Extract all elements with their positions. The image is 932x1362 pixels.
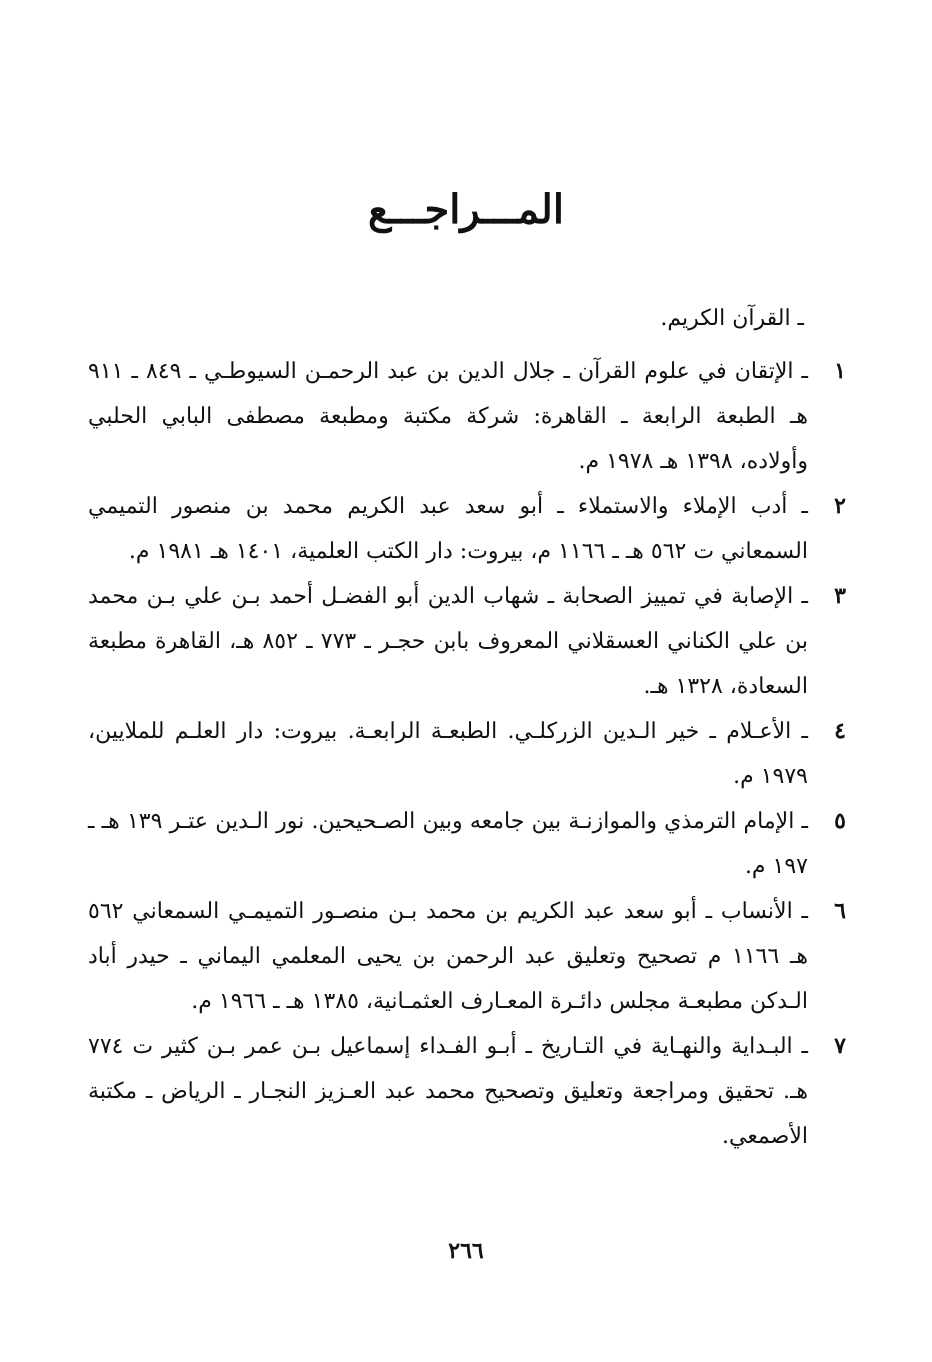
reference-text: ـ الأنساب ـ أبو سعد عبد الكريم بن محمد بـن منصـور التميمـي السمعاني ٥٦٢ هـ ١١٦٦ م تصحيح وتعليق عبد الرحمن بن يحيى المعلمي اليماني ـ حيدر أباد الـدكن مطبعـة مجلس دائـرة المعـارف العثمـانية، ١٣٨٥ هـ ـ ١٩٦٦ م. xyxy=(88,899,808,1014)
reference-item xyxy=(88,574,846,709)
reference-item xyxy=(88,799,846,889)
reference-text: ـ أدب الإملاء والاستملاء ـ أبو سعد عبد الكريم محمد بن منصور التميمي السمعاني ت ٥٦٢ هـ ـ ١١٦٦ م، بيروت: دار الكتب العلمية، ١٤٠١ هـ ١٩٨١ م. xyxy=(88,494,808,564)
reference-number: ٥ xyxy=(834,808,846,834)
reference-text: ـ الإصابة في تمييز الصحابة ـ شهاب الدين أبو الفضـل أحمد بـن علي بـن محمد بن علي الكناني العسقلاني المعروف بابن حجـر ـ ٧٧٣ ـ ٨٥٢ هـ، القاهرة مطبعة السعادة، ١٣٢٨ هـ. xyxy=(88,584,809,699)
reference-text: ـ الإتقان في علوم القرآن ـ جلال الدين بن عبد الرحمـن السيوطـي ـ ٨٤٩ ـ ٩١١ هـ الطبعة الرابعة ـ القاهرة: شركة مكتبة ومطبعة مصطفى البابي الحلبي وأولاده، ١٣٩٨ هـ ١٩٧٨ م. xyxy=(88,359,808,474)
page-number: ٢٦٦ xyxy=(448,1238,484,1264)
reference-text: ـ البـداية والنهـاية في التـاريخ ـ أبـو الفـداء إسماعيل بـن عمر بـن كثير ت ٧٧٤ هـ. تحقيق ومراجعة وتعليق وتصحيح محمد عبد العـزيز النجـار ـ الرياض ـ مكتبة الأصمعي. xyxy=(88,1034,808,1149)
reference-item xyxy=(88,889,846,1024)
intro-line: ـ القرآن الكريم. xyxy=(660,306,804,331)
reference-text: ـ الأعـلام ـ خير الـدين الزركلـي. الطبعـة الرابعـة. بيروت: دار العلـم للملايين، ١٩٧٩ م. xyxy=(88,719,808,789)
reference-item xyxy=(88,484,846,574)
reference-number: ٣ xyxy=(834,583,846,609)
reference-text: ـ الإمام الترمذي والموازنـة بين جامعه وبين الصـحيحين. نور الـدين عتـر ١٣٩ هـ ـ ١٩٧ م. xyxy=(88,809,808,879)
references-list xyxy=(88,296,846,1159)
reference-item xyxy=(88,349,846,484)
reference-number: ٦ xyxy=(834,898,846,924)
reference-number: ٢ xyxy=(834,493,846,519)
reference-number: ٧ xyxy=(834,1033,846,1059)
page-title: المـــراجـــع xyxy=(368,186,564,233)
reference-number: ٤ xyxy=(834,718,846,744)
reference-number: ١ xyxy=(834,358,846,384)
reference-item xyxy=(88,1024,846,1159)
reference-item xyxy=(88,709,846,799)
